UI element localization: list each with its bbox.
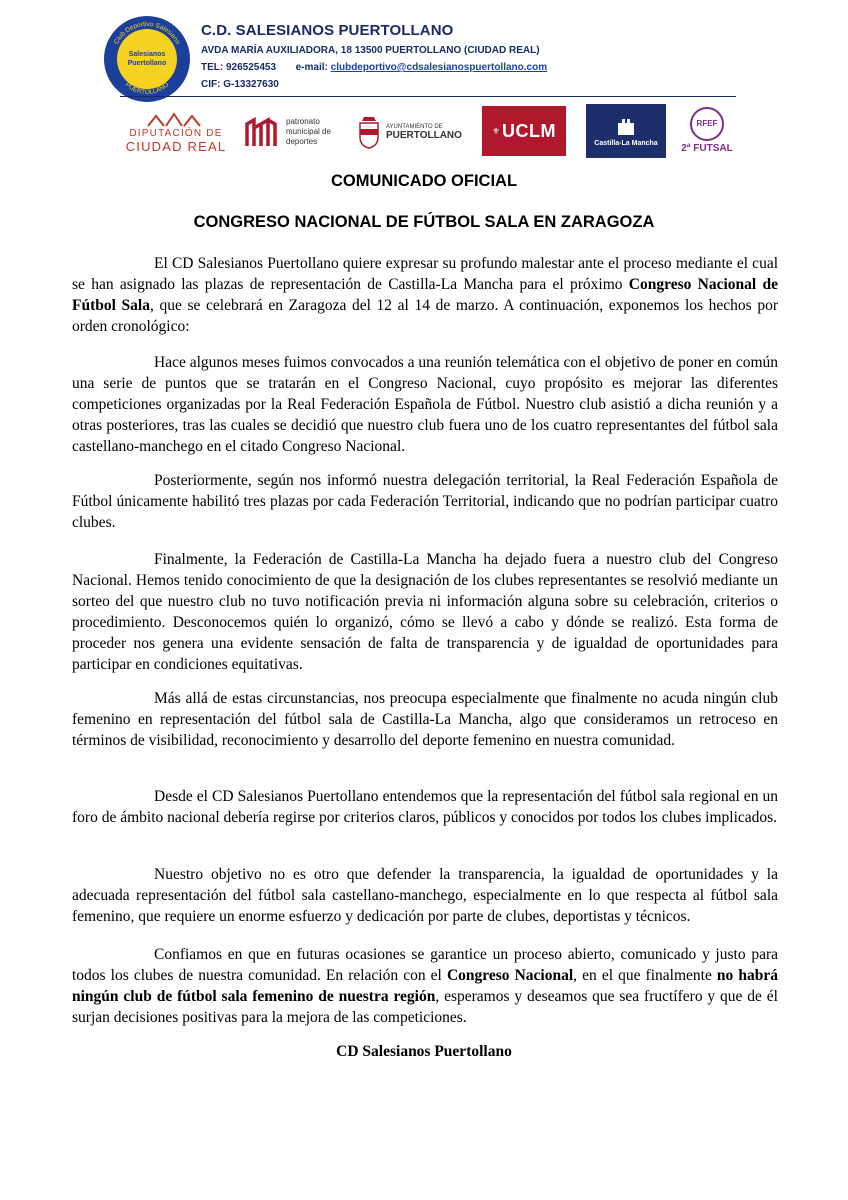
paragraph-3: [72, 470, 778, 533]
patronato-logo: [244, 112, 354, 152]
header-divider: [120, 96, 736, 97]
paragraph-5: [72, 688, 778, 751]
p8-text-e: , esperamos y deseamos que sea fructífero y que de él surjan decisiones positivas para la mejora de las competiciones.: [72, 988, 778, 1026]
document-subheading: CONGRESO NACIONAL DE FÚTBOL SALA EN ZARAGOZA: [193, 213, 655, 231]
diputacion-logo: [122, 108, 230, 158]
club-phone: TEL: 926525453: [201, 62, 277, 73]
ayuntamiento-logo: [358, 110, 468, 154]
patronato-text: patronato municipal de deportes: [286, 117, 331, 146]
patronato-emblem-icon: [244, 116, 278, 148]
sponsor-logos: [118, 100, 738, 166]
document-heading: COMUNICADO OFICIAL: [330, 172, 518, 190]
p8-text-bold2: no habrá ningún club de fútbol sala femenino de nuestra región: [72, 967, 778, 1005]
ayuntamiento-shield-icon: [358, 115, 380, 149]
castilla-emblem-icon: [616, 115, 636, 137]
uclm-logo: [482, 106, 566, 156]
club-contact: [201, 62, 547, 73]
crest-center-text: Salesianos Puertollano: [127, 51, 167, 67]
diputacion-emblem-icon: [146, 112, 206, 128]
paragraph-1: [72, 253, 778, 337]
p4-text: Finalmente, la Federación de Castilla-La Mancha ha dejado fuera a nuestro club del Congreso Nacional. Hemos tenido conocimiento de que la designación de los clubes representantes se resolvió mediante un sorteo del que nuestro club no tuvo notificación previa ni información alguna sobre su celebración, criterios o procedimiento. Desconocemos quién lo organizó, cómo se llevó a cabo y dónde se realizó. Esta forma de proceder nos genera una evidente sensación de falta de transparencia y de igualdad de oportunidades para participar en condiciones equitativas.: [72, 551, 778, 673]
castilla-logo: [586, 104, 666, 158]
p6-text: Desde el CD Salesianos Puertollano entendemos que la representación del fútbol sala regional en un foro de ámbito nacional debería regirse por criterios claros, públicos y conocidos por todos los clubes implicados.: [72, 788, 778, 826]
ayuntamiento-text: [386, 124, 462, 141]
crest-ring: [104, 16, 190, 102]
rfef-text: RFEF: [696, 119, 718, 128]
p8-text-bold1: Congreso Nacional: [446, 967, 574, 984]
p3-text: Posteriormente, según nos informó nuestra delegación territorial, la Real Federación Española de Fútbol únicamente habilitó tres plazas por cada Federación Territorial, indicando que no podrían participar cuatro clubes.: [72, 472, 778, 531]
ayuntamiento-big: PUERTOLLANO: [386, 129, 462, 141]
p7-text: Nuestro objetivo no es otro que defender la transparencia, la igualdad de oportunidades y la adecuada representación del fútbol sala castellano-manchego, especialmente en lo que respecta al fútbol sala femenino, que requiere un enorme esfuerzo y dedicación por parte de clubes, deportistas y técnicos.: [72, 866, 778, 925]
club-crest-logo: [104, 16, 190, 102]
paragraph-8: [72, 944, 778, 1028]
p1-text-a: El CD Salesianos Puertollano quiere expresar su profundo malestar ante el proceso mediante el cual se han asignado las plazas de representación de Castilla-La Mancha para el próximo: [72, 255, 778, 293]
svg-text:Club Deportivo Salesiano: [113, 21, 181, 46]
castilla-text: Castilla-La Mancha: [594, 140, 658, 147]
email-link[interactable]: clubdeportivo@cdsalesianospuertollano.com: [330, 62, 548, 73]
diputacion-line1: DIPUTACIÓN DE: [129, 128, 223, 139]
uclm-text: UCLM: [502, 120, 557, 141]
club-name: C.D. SALESIANOS PUERTOLLANO: [201, 22, 454, 39]
paragraph-2: [72, 352, 778, 457]
club-cif: CIF: G-13327630: [201, 79, 279, 90]
svg-text:PUERTOLLANO: [124, 81, 170, 96]
diputacion-line2: CIUDAD REAL: [125, 139, 227, 154]
paragraph-6: [72, 786, 778, 828]
email-label: e-mail:: [295, 62, 328, 73]
signature: CD Salesianos Puertollano: [336, 1043, 512, 1060]
p8-text-a: Confiamos en que en futuras ocasiones se garantice un proceso abierto, comunicado y justo para todos los clubes de nuestra comunidad. En relación con el: [72, 946, 778, 984]
rfef-badge-icon: [690, 107, 724, 141]
paragraph-7: [72, 864, 778, 927]
p1-text-c: , que se celebrará en Zaragoza del 12 al 14 de marzo. A continuación, exponemos los hechos por orden cronológico:: [72, 297, 778, 335]
paragraph-4: [72, 549, 778, 675]
crest-bottom-text: PUERTOLLANO: [123, 81, 171, 97]
futsal-text: 2ª FUTSAL: [681, 142, 733, 154]
club-address: AVDA MARÍA AUXILIADORA, 18 13500 PUERTOLLANO (CIUDAD REAL): [201, 45, 540, 56]
p5-text: Más allá de estas circunstancias, nos preocupa especialmente que finalmente no acuda ningún club femenino en representación del fútbol sala de Castilla-La Mancha, algo que consideramos un retroceso en términos de visibilidad, reconocimiento y desarrollo del deporte femenino en nuestra comunidad.: [72, 690, 778, 749]
p1-text-bold: Congreso Nacional de Fútbol Sala: [72, 276, 778, 314]
crest-top-text: Club Deportivo Salesiano: [112, 20, 182, 46]
uclm-emblem-icon: ⚜: [491, 125, 501, 136]
p2-text: Hace algunos meses fuimos convocados a una reunión telemática con el objetivo de poner en común una serie de puntos que se tratarán en el Congreso Nacional, cuyo propósito es mejorar las diferentes competiciones organizadas por la Real Federación Española de Fútbol. Nuestro club asistió a dicha reunión y a otras posteriores, tras las cuales se decidió que nuestro club fuera uno de los cuatro representantes del fútbol sala castellano-manchego en el citado Congreso Nacional.: [72, 354, 778, 455]
p8-text-c: , en el que finalmente: [573, 967, 717, 984]
ayuntamiento-small: AYUNTAMIENTO DE: [386, 123, 443, 130]
futsal-logo: [678, 100, 736, 160]
